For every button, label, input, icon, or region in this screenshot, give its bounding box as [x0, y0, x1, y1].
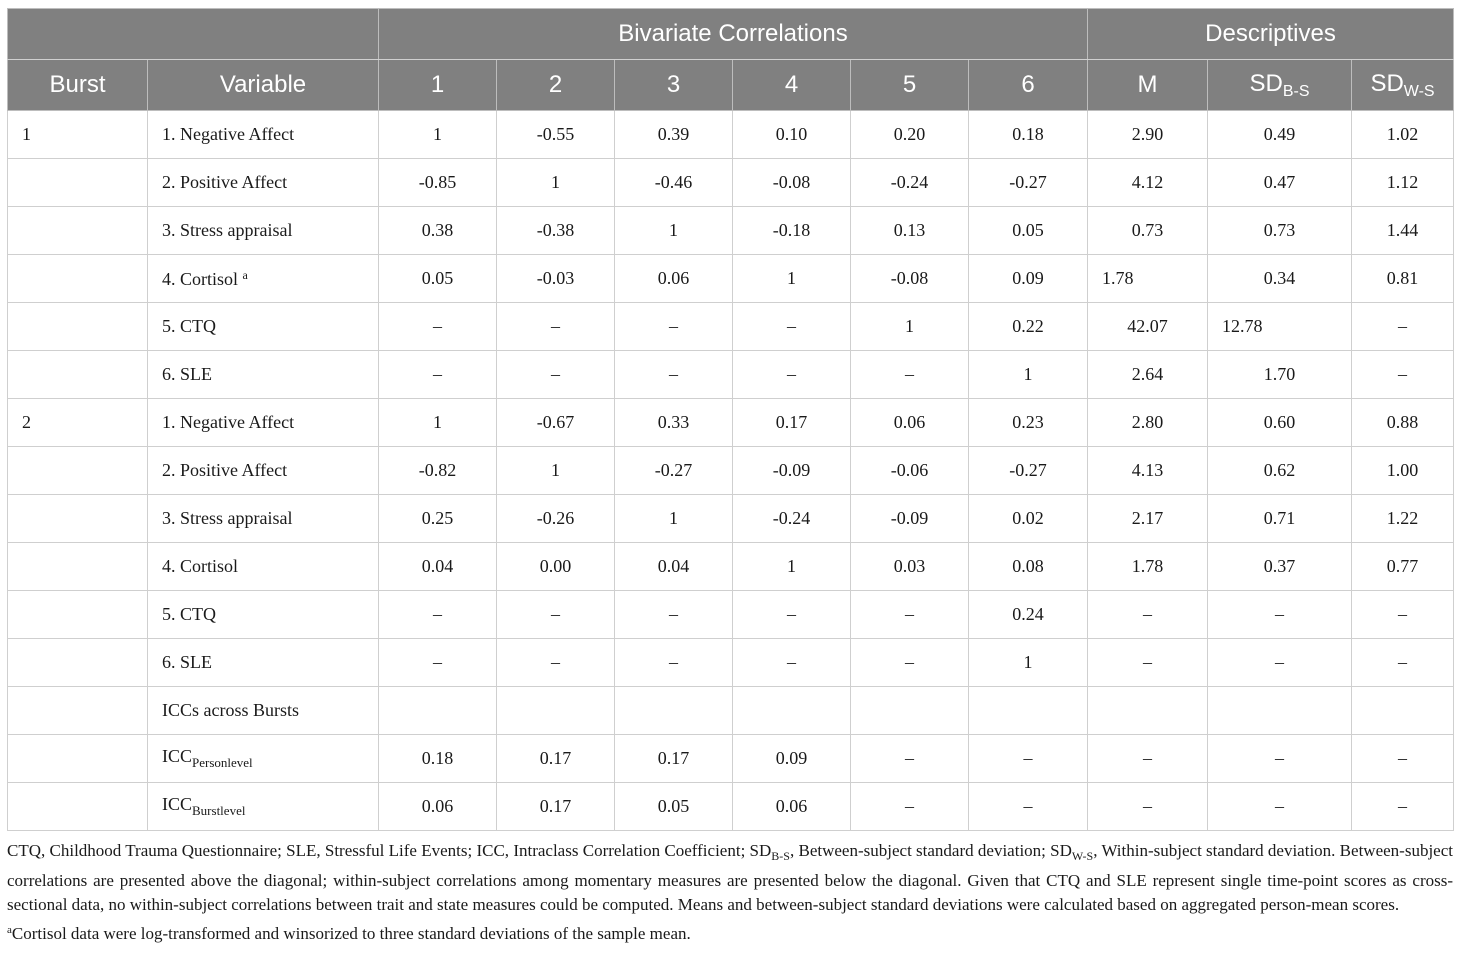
burst-cell [8, 207, 148, 255]
variable-label: 2. Positive Affect [162, 460, 288, 480]
value-cell: 1 [851, 303, 969, 351]
value-cell: – [497, 303, 615, 351]
value-cell: 2.80 [1088, 399, 1208, 447]
value-cell: -0.85 [379, 159, 497, 207]
value-cell: 0.02 [969, 495, 1088, 543]
burst-cell [8, 495, 148, 543]
value-cell: 1.44 [1352, 207, 1454, 255]
value-cell: – [969, 783, 1088, 831]
value-cell: – [851, 783, 969, 831]
value-cell: 0.09 [733, 735, 851, 783]
value-cell: -0.27 [615, 447, 733, 495]
value-cell: 0.06 [379, 783, 497, 831]
variable-footnote-mark: a [242, 267, 248, 282]
variable-cell [148, 495, 379, 543]
value-cell: 0.10 [733, 111, 851, 159]
value-cell: -0.06 [851, 447, 969, 495]
header-sd-within-sub: W-S [1403, 82, 1435, 100]
value-cell: -0.24 [733, 495, 851, 543]
variable-cell [148, 255, 379, 303]
header-descriptives: Descriptives [1088, 9, 1454, 60]
variable-cell [148, 111, 379, 159]
variable-label: 6. SLE [162, 652, 213, 672]
value-cell: – [1208, 639, 1352, 687]
variable-label: 3. Stress appraisal [162, 220, 293, 240]
table-row [8, 591, 1454, 639]
burst-cell [8, 159, 148, 207]
value-cell: 1 [969, 351, 1088, 399]
header-variable: Variable [148, 60, 379, 111]
value-cell: -0.38 [497, 207, 615, 255]
value-cell: -0.03 [497, 255, 615, 303]
table-row [8, 639, 1454, 687]
variable-label: ICCs across Bursts [162, 700, 300, 720]
value-cell: 0.39 [615, 111, 733, 159]
value-cell: 0.49 [1208, 111, 1352, 159]
header-bivariate-correlations: Bivariate Correlations [379, 9, 1088, 60]
value-cell: 1 [969, 639, 1088, 687]
variable-cell [148, 303, 379, 351]
value-cell: 1 [733, 255, 851, 303]
variable-subscript: Burstlevel [192, 803, 246, 818]
header-sd-between-base: SD [1249, 69, 1283, 97]
value-cell: 0.17 [497, 735, 615, 783]
value-cell: 4.12 [1088, 159, 1208, 207]
value-cell: -0.55 [497, 111, 615, 159]
value-cell: 2.64 [1088, 351, 1208, 399]
table-row [8, 303, 1454, 351]
value-cell: 2.17 [1088, 495, 1208, 543]
value-cell: 1 [497, 447, 615, 495]
variable-label: 5. CTQ [162, 604, 216, 624]
value-cell: 0.04 [615, 543, 733, 591]
value-cell: 0.05 [379, 255, 497, 303]
value-cell [851, 687, 969, 735]
value-cell [1352, 687, 1454, 735]
variable-subscript: Personlevel [192, 755, 253, 770]
note-sub-2: W-S [1071, 849, 1094, 863]
value-cell: 12.78 [1208, 303, 1352, 351]
value-cell [379, 687, 497, 735]
variable-cell [148, 159, 379, 207]
header-corr-5: 5 [851, 60, 969, 111]
value-cell: 0.06 [733, 783, 851, 831]
value-cell: – [615, 639, 733, 687]
value-cell: 1 [615, 207, 733, 255]
table-row [8, 351, 1454, 399]
value-cell: 4.13 [1088, 447, 1208, 495]
value-cell [969, 687, 1088, 735]
value-cell: – [733, 639, 851, 687]
value-cell: – [851, 735, 969, 783]
value-cell: – [1352, 783, 1454, 831]
value-cell: 0.62 [1208, 447, 1352, 495]
value-cell: 0.20 [851, 111, 969, 159]
note-text-1: CTQ, Childhood Trauma Questionnaire; SLE, Stressful Life Events; ICC, Intraclass Correlation Coefficient; SD [7, 841, 772, 860]
value-cell: – [615, 303, 733, 351]
burst-cell [8, 543, 148, 591]
variable-cell [148, 543, 379, 591]
header-blank [8, 9, 379, 60]
value-cell: – [1088, 591, 1208, 639]
value-cell: – [497, 591, 615, 639]
table-row [8, 111, 1454, 159]
header-mean: M [1088, 60, 1208, 111]
header-corr-1: 1 [379, 60, 497, 111]
header-group-row [8, 9, 1454, 60]
burst-cell [8, 639, 148, 687]
value-cell: 0.22 [969, 303, 1088, 351]
value-cell: 0.06 [615, 255, 733, 303]
burst-cell [8, 591, 148, 639]
value-cell: 1.78 [1088, 543, 1208, 591]
value-cell: 0.09 [969, 255, 1088, 303]
value-cell [1088, 687, 1208, 735]
table-row [8, 447, 1454, 495]
value-cell: – [1088, 735, 1208, 783]
value-cell: – [1352, 303, 1454, 351]
burst-cell [8, 735, 148, 783]
table-row [8, 399, 1454, 447]
value-cell: 0.18 [379, 735, 497, 783]
value-cell: 0.17 [733, 399, 851, 447]
variable-cell [148, 207, 379, 255]
value-cell: 0.71 [1208, 495, 1352, 543]
header-burst: Burst [8, 60, 148, 111]
variable-label: 3. Stress appraisal [162, 508, 293, 528]
value-cell: 0.60 [1208, 399, 1352, 447]
value-cell: – [1352, 591, 1454, 639]
header-corr-4: 4 [733, 60, 851, 111]
value-cell: 1.22 [1352, 495, 1454, 543]
value-cell: – [1208, 783, 1352, 831]
table-container [7, 8, 1453, 946]
value-cell: 1 [615, 495, 733, 543]
value-cell: – [1352, 735, 1454, 783]
header-corr-3: 3 [615, 60, 733, 111]
value-cell: 0.23 [969, 399, 1088, 447]
footnote-mark: a [7, 923, 12, 936]
value-cell: 1.78 [1088, 255, 1208, 303]
burst-cell: 2 [8, 399, 148, 447]
value-cell: 0.17 [615, 735, 733, 783]
value-cell: 0.88 [1352, 399, 1454, 447]
value-cell: 0.17 [497, 783, 615, 831]
value-cell: -0.09 [733, 447, 851, 495]
burst-cell [8, 447, 148, 495]
table-row [8, 783, 1454, 831]
value-cell: – [1208, 735, 1352, 783]
value-cell: 1 [379, 111, 497, 159]
variable-cell [148, 639, 379, 687]
variable-label: 4. Cortisol [162, 556, 239, 576]
value-cell: -0.09 [851, 495, 969, 543]
note-text-2: , Between-subject standard deviation; SD [789, 841, 1072, 860]
burst-cell [8, 687, 148, 735]
value-cell: 0.47 [1208, 159, 1352, 207]
value-cell: – [379, 639, 497, 687]
value-cell: -0.26 [497, 495, 615, 543]
table-row [8, 255, 1454, 303]
burst-cell: 1 [8, 111, 148, 159]
burst-cell [8, 351, 148, 399]
value-cell: – [1088, 639, 1208, 687]
value-cell: – [1208, 591, 1352, 639]
value-cell: -0.18 [733, 207, 851, 255]
variable-label: 1. Negative Affect [162, 412, 295, 432]
value-cell: 0.37 [1208, 543, 1352, 591]
variable-cell [148, 735, 379, 783]
variable-cell [148, 399, 379, 447]
header-sd-between-sub: B-S [1282, 82, 1310, 100]
variable-cell [148, 591, 379, 639]
table-notes [7, 839, 1453, 946]
value-cell: 0.73 [1208, 207, 1352, 255]
variable-label: 1. Negative Affect [162, 124, 295, 144]
variable-label: 5. CTQ [162, 316, 216, 336]
value-cell: – [615, 351, 733, 399]
header-corr-2: 2 [497, 60, 615, 111]
value-cell: – [379, 351, 497, 399]
variable-cell [148, 351, 379, 399]
table-row [8, 735, 1454, 783]
table-row [8, 495, 1454, 543]
value-cell: -0.24 [851, 159, 969, 207]
value-cell: 0.08 [969, 543, 1088, 591]
value-cell: -0.27 [969, 159, 1088, 207]
value-cell: – [733, 351, 851, 399]
value-cell: 1 [733, 543, 851, 591]
value-cell: – [969, 735, 1088, 783]
value-cell: 0.38 [379, 207, 497, 255]
value-cell: 0.06 [851, 399, 969, 447]
variable-cell [148, 447, 379, 495]
value-cell: -0.08 [851, 255, 969, 303]
value-cell: 0.25 [379, 495, 497, 543]
correlation-table [7, 8, 1454, 831]
value-cell: -0.46 [615, 159, 733, 207]
value-cell [497, 687, 615, 735]
value-cell: – [851, 351, 969, 399]
value-cell: – [733, 303, 851, 351]
value-cell: – [379, 591, 497, 639]
value-cell: – [497, 639, 615, 687]
value-cell: -0.27 [969, 447, 1088, 495]
value-cell [1208, 687, 1352, 735]
abbreviations-note [7, 839, 1453, 918]
note-text-3: , Within-subject standard deviation. Between-subject correlations are presented above the diagonal; within-subject correlations among momentary measures are presented below the diagonal. Given that CTQ and SLE represent single time-point scores as cross-sectional data, no within-subject correlations between trait and state measures could be computed. Means and between-subject standard deviations were calculated based on aggregated person-mean scores. [7, 841, 1453, 914]
value-cell: 1 [379, 399, 497, 447]
value-cell: 1.12 [1352, 159, 1454, 207]
value-cell: -0.82 [379, 447, 497, 495]
value-cell: 0.81 [1352, 255, 1454, 303]
value-cell: – [1352, 351, 1454, 399]
value-cell: 0.13 [851, 207, 969, 255]
value-cell: 0.33 [615, 399, 733, 447]
table-row [8, 159, 1454, 207]
header-sd-within-base: SD [1370, 69, 1404, 97]
value-cell: 0.24 [969, 591, 1088, 639]
value-cell: – [851, 639, 969, 687]
header-sd-between [1208, 60, 1352, 111]
value-cell: – [379, 303, 497, 351]
value-cell: – [851, 591, 969, 639]
value-cell: 42.07 [1088, 303, 1208, 351]
variable-label: ICC [162, 746, 193, 766]
table-row [8, 687, 1454, 735]
value-cell: – [497, 351, 615, 399]
variable-cell [148, 687, 379, 735]
header-sd-within [1352, 60, 1454, 111]
note-sub-1: B-S [771, 849, 790, 863]
value-cell: 0.18 [969, 111, 1088, 159]
table-row [8, 543, 1454, 591]
value-cell [733, 687, 851, 735]
header-corr-6: 6 [969, 60, 1088, 111]
value-cell: 0.05 [615, 783, 733, 831]
value-cell [615, 687, 733, 735]
value-cell: 0.00 [497, 543, 615, 591]
value-cell: – [615, 591, 733, 639]
value-cell: 1.00 [1352, 447, 1454, 495]
value-cell: 1.02 [1352, 111, 1454, 159]
value-cell: 0.04 [379, 543, 497, 591]
value-cell: -0.67 [497, 399, 615, 447]
variable-label: ICC [162, 794, 193, 814]
burst-cell [8, 255, 148, 303]
value-cell: – [1352, 639, 1454, 687]
value-cell: 0.05 [969, 207, 1088, 255]
variable-label: 6. SLE [162, 364, 213, 384]
variable-label: 2. Positive Affect [162, 172, 288, 192]
value-cell: -0.08 [733, 159, 851, 207]
value-cell: 1.70 [1208, 351, 1352, 399]
value-cell: 1 [497, 159, 615, 207]
burst-cell [8, 783, 148, 831]
value-cell: 0.34 [1208, 255, 1352, 303]
value-cell: 0.77 [1352, 543, 1454, 591]
variable-cell [148, 783, 379, 831]
table-body [8, 111, 1454, 831]
cortisol-footnote [7, 918, 1453, 947]
table-row [8, 207, 1454, 255]
burst-cell [8, 303, 148, 351]
value-cell: 2.90 [1088, 111, 1208, 159]
footnote-text: Cortisol data were log-transformed and winsorized to three standard deviations of the sample mean. [11, 923, 691, 943]
value-cell: – [733, 591, 851, 639]
value-cell: – [1088, 783, 1208, 831]
value-cell: 0.73 [1088, 207, 1208, 255]
value-cell: 0.03 [851, 543, 969, 591]
variable-label: 4. Cortisol [162, 268, 239, 289]
header-column-row [8, 60, 1454, 111]
